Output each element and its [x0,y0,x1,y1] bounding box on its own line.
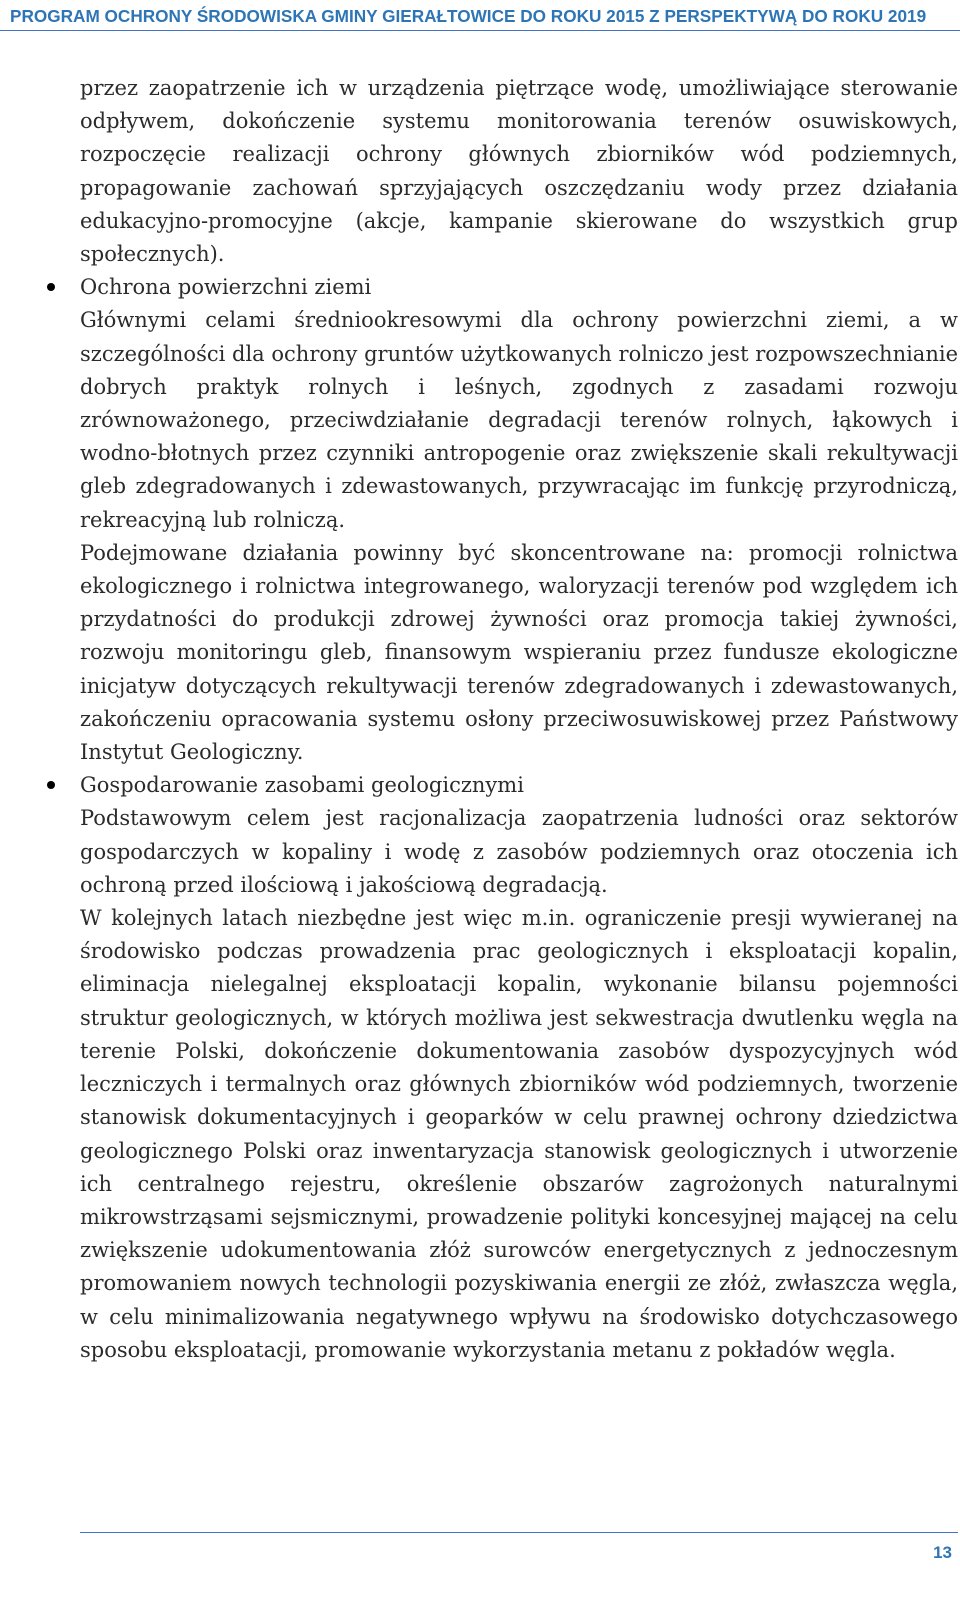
page-header [0,0,960,34]
section-heading: Gospodarowanie zasobami geologicznymi [80,773,524,798]
section-paragraph: Podstawowym celem jest racjonalizacja zaopatrzenia ludności oraz sektorów gospodarczych w kopaliny i wodę z zasobów podziemnych oraz otoczenia ich ochroną przed ilościową i jakościową degradacją. [80,806,958,897]
section-paragraph: W kolejnych latach niezbędne jest więc m.in. ograniczenie presji wywieranej na środowisko podczas prowadzenia prac geologicznych i eksploatacji kopalin, eliminacja nielegalnej eksploatacji kopalin, wykonanie bilansu pojemności struktur geologicznych, w których możliwa jest sekwestracja dwutlenku węgla na terenie Polski, dokończenie dokumentowania zasobów dyspozycyjnych wód leczniczych i termalnych oraz głównych zbiorników wód podziemnych, tworzenie stanowisk dokumentacyjnych i geoparków w celu prawnej ochrony dziedzictwa geologicznego Polski oraz inwentaryzacja stanowisk geologicznych i utworzenie ich centralnego rejestru, określenie obszarów zagrożonych naturalnymi mikrowstrząsami sejsmicznymi, prowadzenie polityki koncesyjnej mającej na celu zwiększenie udokumentowania złóż surowców energetycznych z jednoczesnym promowaniem nowych technologii pozyskiwania energii ze złóż, zwłaszcza węgla, w celu minimalizowania negatywnego wpływu na środowisko dotychczasowego sposobu eksploatacji, promowanie wykorzystania metanu z pokładów węgla. [80,906,958,1362]
intro-paragraph: przez zaopatrzenie ich w urządzenia piętrzące wodę, umożliwiające sterowanie odpływem, dokończenie systemu monitorowania terenów osuwiskowych, rozpoczęcie realizacji ochrony głównych zbiorników wód podziemnych, propagowanie zachowań sprzyjających oszczędzaniu wody przez działania edukacyjno-promocyjne (akcje, kampanie skierowane do wszystkich grup społecznych). [80,76,958,267]
page-number: 13 [933,1543,952,1562]
bullet-icon [47,283,55,291]
section-soil-protection [80,271,958,769]
section-heading: Ochrona powierzchni ziemi [80,275,372,300]
document-title: PROGRAM OCHRONY ŚRODOWISKA GMINY GIERAŁTOWICE DO ROKU 2015 Z PERSPEKTYWĄ DO ROKU 2019 [10,6,927,26]
header-divider [0,30,960,31]
section-paragraph: Podejmowane działania powinny być skoncentrowane na: promocji rolnictwa ekologicznego i rolnictwa integrowanego, waloryzacji terenów pod względem ich przydatności do produkcji zdrowej żywności oraz promocja takiej żywności, rozwoju monitoringu gleb, finansowym wspieraniu przez fundusze ekologiczne inicjatyw dotyczących rekultywacji terenów zdegradowanych i zdewastowanych, zakończeniu opracowania systemu osłony przeciwosuwiskowej przez Państwowy Instytut Geologiczny. [80,540,958,765]
page-content [80,72,958,1367]
section-paragraph: Głównymi celami średniookresowymi dla ochrony powierzchni ziemi, a w szczególności dla ochrony gruntów użytkowanych rolniczo jest rozpowszechnianie dobrych praktyk rolnych i leśnych, zgodnych z zasadami rozwoju zrównoważonego, przeciwdziałanie degradacji terenów rolnych, łąkowych i wodno-błotnych przez czynniki antropogenie oraz zwiększenie skali rekultywacji gleb zdegradowanych i zdewastowanych, przywracając im funkcję przyrodniczą, rekreacyjną lub rolniczą. [80,308,958,532]
section-geological-resources [80,769,958,1367]
footer-divider [80,1532,958,1533]
bullet-icon [47,781,55,789]
